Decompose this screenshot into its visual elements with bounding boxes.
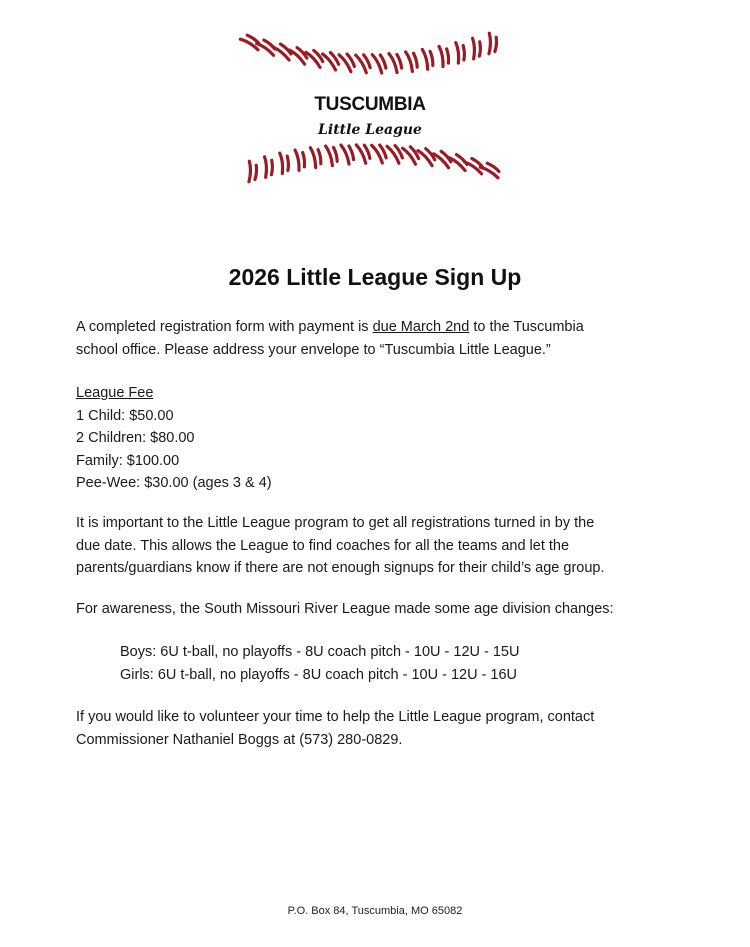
importance-line: due date. This allows the League to find coaches for all the teams and let the bbox=[76, 537, 570, 554]
age-divisions bbox=[120, 641, 680, 686]
stitch-mark bbox=[480, 33, 501, 56]
stitch-mark bbox=[306, 49, 324, 70]
stitch-mark bbox=[403, 146, 420, 166]
intro-line-1 bbox=[76, 316, 676, 339]
awareness-paragraph: For awareness, the South Missouri River League made some age division changes: bbox=[76, 601, 614, 617]
stitch-mark bbox=[403, 52, 420, 72]
fee-item: Pee-Wee: $30.00 (ages 3 & 4) bbox=[76, 475, 272, 491]
stitch-mark bbox=[418, 147, 436, 168]
page-title: 2026 Little League Sign Up bbox=[228, 264, 522, 290]
division-boys: Boys: 6U t-ball, no playoffs - 8U coach pitch - 10U - 12U - 15U bbox=[120, 644, 520, 660]
stitch-mark bbox=[418, 49, 436, 70]
volunteer-line: If you would like to volunteer your time to help the Little League program, contact bbox=[76, 709, 595, 725]
logo-title: TUSCUMBIA bbox=[314, 94, 426, 115]
intro-paragraph bbox=[76, 316, 676, 361]
stitch-mark bbox=[372, 55, 387, 73]
intro-text-after-due: to the Tuscumbia bbox=[469, 319, 584, 335]
stitch-mark bbox=[290, 46, 309, 67]
stitch-mark bbox=[323, 146, 340, 166]
stitch-mark bbox=[356, 55, 371, 73]
stitch-mark bbox=[339, 53, 355, 72]
stitch-mark bbox=[290, 150, 309, 171]
stitch-mark bbox=[434, 149, 453, 170]
intro-line-2: school office. Please address your envelope to “Tuscumbia Little League.” bbox=[76, 341, 551, 358]
volunteer-paragraph bbox=[76, 706, 676, 751]
intro-text-before-due: A completed registration form with payment is bbox=[76, 319, 373, 335]
stitch-mark bbox=[323, 52, 340, 72]
stitch-mark bbox=[240, 161, 261, 184]
tuscumbia-little-league-logo bbox=[238, 18, 502, 196]
stitch-mark bbox=[372, 145, 387, 163]
stitch-mark bbox=[434, 46, 453, 67]
fee-item: 1 Child: $50.00 bbox=[76, 407, 174, 424]
fee-item: Family: $100.00 bbox=[76, 452, 180, 469]
league-fee-section bbox=[76, 382, 676, 495]
importance-line: It is important to the Little League program to get all registrations turned in by the bbox=[76, 515, 595, 531]
volunteer-line: Commissioner Nathaniel Boggs at (573) 280-0829. bbox=[76, 731, 403, 748]
stitch-mark bbox=[306, 148, 324, 169]
stitch-mark bbox=[257, 157, 277, 179]
due-date: due March 2nd bbox=[372, 319, 470, 335]
stitch-mark bbox=[387, 145, 403, 164]
stitch-mark bbox=[356, 145, 371, 163]
logo-subtitle: Little League bbox=[318, 122, 422, 138]
footer-address: P.O. Box 84, Tuscumbia, MO 65082 bbox=[287, 905, 463, 917]
importance-line: parents/guardians know if there are not enough signups for their child’s age group. bbox=[76, 560, 605, 576]
stitch-mark bbox=[273, 42, 293, 64]
league-fee-heading: League Fee bbox=[76, 385, 154, 401]
importance-paragraph bbox=[76, 512, 666, 580]
stitch-mark bbox=[387, 54, 403, 73]
stitch-mark bbox=[465, 38, 485, 60]
stitch-mark bbox=[449, 43, 469, 65]
stitch-mark bbox=[480, 160, 501, 183]
stitch-mark bbox=[339, 145, 355, 164]
division-girls: Girls: 6U t-ball, no playoffs - 8U coach pitch - 10U - 12U - 16U bbox=[120, 666, 518, 683]
fee-item: 2 Children: $80.00 bbox=[76, 430, 195, 446]
stitch-mark bbox=[273, 153, 293, 175]
